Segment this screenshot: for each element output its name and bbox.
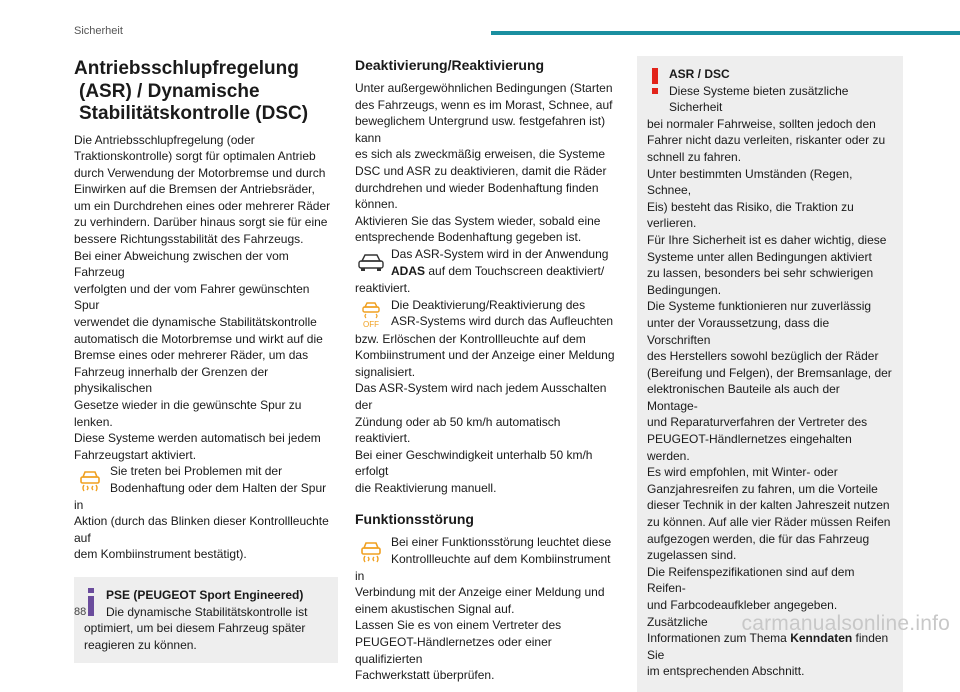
note-title: PSE (PEUGEOT Sport Engineered) (106, 587, 304, 602)
deactivation-paragraph: Unter außergewöhnlichen Bedingungen (Starten des Fahrzeugs, wenn es im Morast, Schnee, auf beweglichem Untergrund usw. festgefahren ist) kann es sich als zweckmäßig erweisen, die Systeme DSC und ASR zu deaktivieren, damit die Räder durchdrehen und wieder Bodenhaftung finden können. Aktivieren Sie das System wieder, sobald eine entsprechende Bodenhaftung gegeben ist. (355, 81, 613, 245)
malfunction-block: Bei einer Funktionsstörung leuchtet diese Kontrollleuchte auf dem Kombiinstrument in (355, 535, 612, 583)
intro-paragraph: Die Antriebsschlupfregelung (oder Traktionskontrolle) sorgt für optimalen Antrieb durch Verwendung der Motorbremse und durch Einwirken auf die Bremsen der Antriebsräder, um ein Durchdrehen eines oder mehrerer Räder zu verhindern. Darüber hinaus sorgt sie für eine bessere Richtungsstabilität des Fahrzeugs. Bei einer Abweichung zwischen der vom Fahrzeug verfolgten und der vom Fahrer gewünschten Spur verwendet die dynamische Stabilitätskontrolle automatisch die Motorbremse und wirkt auf die Bremse eines oder mehrerer Räder, um das Fahrzeug innerhalb der Grenzen der physikalischen Gesetze wieder in die gewünschte Spur zu lenken. Diese Systeme werden automatisch bei jedem Fahrzeugstart aktiviert. (74, 132, 331, 462)
warning-exclamation-icon (649, 67, 661, 100)
watermark: carmanualsonline.info (741, 612, 950, 635)
heading-malfunction: Funktionsstörung (355, 511, 474, 528)
section-title: Antriebsschlupfregelung (ASR) / Dynamische Stabilitätskontrolle (DSC) (74, 58, 309, 124)
skid-warning-icon (74, 464, 106, 496)
pse-info-note: PSE (PEUGEOT Sport Engineered) Die dynamische Stabilitätskontrolle ist optimiert, um bei diesem Fahrzeug später reagieren zu können. (74, 577, 338, 663)
column-right (637, 56, 903, 692)
asr-off-block: OFF Die Deaktivierung/Reaktivierung des ASR-Systems wird durch das Aufleuchten (355, 297, 619, 331)
traction-warning-block: Sie treten bei Problemen mit der Bodenhaftung oder dem Halten der Spur in (74, 464, 327, 512)
running-header: Sicherheit (74, 25, 123, 37)
car-outline-icon (355, 247, 387, 279)
off-label: OFF (363, 319, 379, 329)
header-rule (491, 31, 960, 35)
asr-dsc-warning-note: ASR / DSC Diese Systeme bieten zusätzliche Sicherheit bei normaler Fahrweise, sollten jedoch den Fahrer nicht dazu verleiten, riskanter oder zu schnell zu fahren. Unter bestimmten Umständen (Regen, Schnee, Eis) besteht das Risiko, die Traktion zu verlieren. Für Ihre Sicherheit ist es daher wichtig, diese Systeme unter allen Bedingungen aktiviert zu lassen, besonders bei sehr schwierigen Bedingungen. Die Systeme funktionieren nur zuverlässig unter der Voraussetzung, dass die Vorschriften des Herstellers sowohl bezüglich der Räder (Bereifung und Felgen), der Bremsanlage, der elektronischen Bauteile als auch der Montage- und Reparaturverfahren der Vertreter des PEUGEOT-Händlernetzes eingehalten werden. Es wird empfohlen, mit Winter- oder Ganzjahresreifen zu fahren, um die Vorteile dieser Technik in der kalten Jahreszeit nutzen zu können. Auf alle vier Räder müssen Reifen aufgezogen werden, die für das Fahrzeug zugelassen sind. Die Reifenspezifikationen sind auf dem Reifen- und Farbcodeaufkleber angegeben. Zusätzliche Informationen zum Thema Kenndaten finden Sie im entsprechenden Abschnitt. (637, 56, 903, 692)
column-middle: Deaktivierung/Reaktivierung Unter außergewöhnlichen Bedingungen (Starten des Fahrzeugs, wenn es im Morast, Schnee, auf beweglichem Untergrund usw. festgefahren ist) kann es sich als zweckmäßig erweisen, die Systeme DSC und ASR zu deaktivieren, damit die Räder durchdrehen und wieder Bodenhaftung finden können. Aktivieren Sie das System wieder, sobald eine entsprechende Bodenhaftung gegeben ist. Das ASR-System wird in der Anwendung ADAS auf dem Touchscreen deaktiviert/ reaktiviert. OFF Die Deaktivierung/Reaktivierung des ASR-Systems wird durch das Aufleuchten bzw. Erlöschen der Kontrollleuchte auf dem Kombiinstrument und der Anzeige einer Meldung signalisiert. Das ASR-System wird nach jedem Ausschalten der Zündung oder ab 50 km/h automatisch reaktiviert. Bei einer Geschwindigkeit unterhalb 50 km/h erfolgt die Reaktivierung manuell. Funktionsstörung Bei einer Funktionsstörung leuchtet diese Kontrollleuchte auf dem Kombiinstrument in Verbindung mit der Anzeige einer Meldung und einem akustischen Signal auf. Lassen Sie es von einem Vertreter des PEUGEOT-Händlernetzes oder einer qualifizierten Fachwerkstatt überprüfen. (355, 56, 619, 684)
column-left: Antriebsschlupfregelung (ASR) / Dynamische Stabilitätskontrolle (DSC) Die Antriebsschlupfregelung (oder Traktionskontrolle) sorgt für optimalen Antrieb durch Verwendung der Motorbremse und durch Einwirken auf die Bremsen der Antriebsräder, um ein Durchdrehen eines oder mehrerer Räder zu verhindern. Darüber hinaus sorgt sie für eine bessere Richtungsstabilität des Fahrzeugs. Bei einer Abweichung zwischen der vom Fahrzeug verfolgten und der vom Fahrer gewünschten Spur verwendet die dynamische Stabilitätskontrolle automatisch die Motorbremse und wirkt auf die Bremse eines oder mehrerer Räder, um das Fahrzeug innerhalb der Grenzen der physikalischen Gesetze wieder in die gewünschte Spur zu lenken. Diese Systeme werden automatisch bei jedem Fahrzeugstart aktiviert. Sie treten bei Problemen mit der Bodenhaftung oder dem Halten der Spur in Aktion (durch das Blinken dieser Kontrollleuchte auf dem Kombiinstrument bestätigt). PSE (PEUGEOT Sport Engineered) Die dynamische Stabilitätskontrolle ist optimiert, um bei diesem Fahrzeug später reagieren zu können. (74, 56, 338, 663)
info-icon (86, 588, 96, 623)
page-number: 88 (74, 606, 87, 618)
adas-block: Das ASR-System wird in der Anwendung ADAS auf dem Touchscreen deaktiviert/ (355, 246, 619, 280)
warning-title: ASR / DSC (669, 67, 730, 81)
asr-off-icon (355, 298, 387, 330)
heading-deactivation: Deaktivierung/Reaktivierung (355, 57, 545, 73)
skid-warning-icon (355, 535, 387, 567)
